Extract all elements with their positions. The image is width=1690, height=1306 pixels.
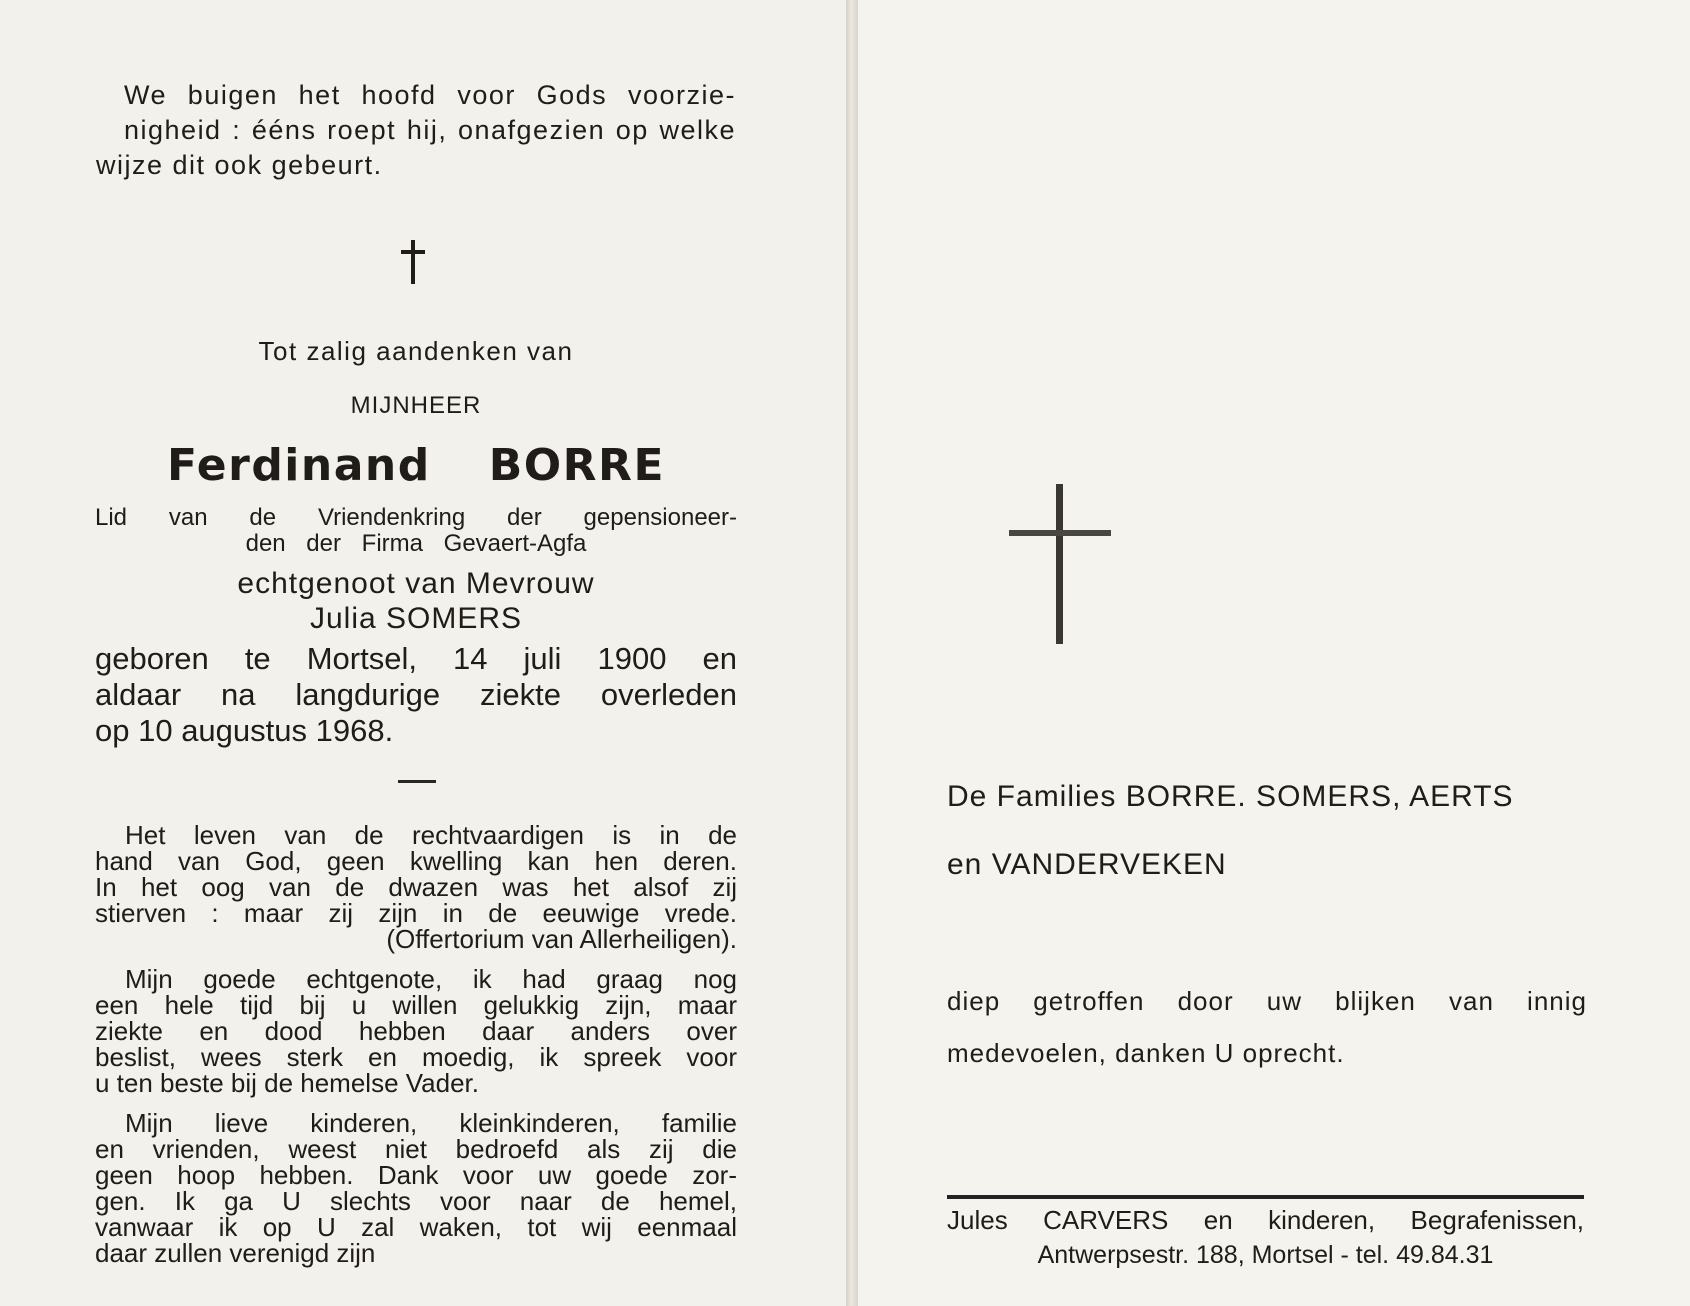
cross-icon [1009, 484, 1111, 644]
separator-dash [398, 780, 436, 783]
text-line: Mijn goede echtgenote, ik had graag nog [125, 964, 737, 994]
families-line: en VANDERVEKEN [947, 848, 1227, 881]
right-page [856, 0, 1690, 1306]
life-line: geboren te Mortsel, 14 juli 1900 en [95, 641, 737, 676]
intro-line: We buigen het hoofd voor Gods voorzie- [124, 80, 736, 110]
life-line: aldaar na langdurige ziekte overleden [95, 677, 737, 712]
families-line: De Families BORRE. SOMERS, AERTS [947, 780, 1514, 813]
text-line: geen hoop hebben. Dank voor uw goede zor- [95, 1160, 737, 1190]
text-line: ziekte en dood hebben daar anders over [95, 1016, 737, 1046]
page-fold [846, 0, 858, 1306]
life-line: op 10 augustus 1968. [95, 713, 394, 748]
cross-icon [398, 240, 428, 284]
text-line: stierven : maar zij zijn in de eeuwige vrede. [95, 898, 737, 928]
text-line: hand van God, geen kwelling kan hen deren. [95, 846, 737, 876]
first-name: Ferdinand [167, 440, 431, 491]
thanks-line: diep getroffen door uw blijken van innig [947, 986, 1587, 1016]
text-line: daar zullen verenigd zijn [95, 1238, 376, 1268]
text-line: In het oog van de dwazen was het alsof zij [95, 872, 737, 902]
text-line: beslist, wees sterk en moedig, ik spreek voor [95, 1042, 737, 1072]
footer-rule [947, 1195, 1584, 1199]
surname: BORRE [488, 440, 665, 491]
deceased-details [95, 330, 737, 750]
text-line: Het leven van de rechtvaardigen is in de [125, 820, 737, 850]
spouse-line: echtgenoot van Mevrouw [237, 567, 595, 600]
intro-verse [96, 80, 736, 200]
family-thanks [947, 770, 1587, 1070]
undertaker-line: Jules CARVERS en kinderen, Begrafenissen, [947, 1205, 1584, 1235]
thanks-line: medevoelen, danken U oprecht. [947, 1038, 1345, 1068]
citation: (Offertorium van Allerheiligen). [386, 924, 737, 954]
text-line: een hele tijd bij u willen gelukkig zijn, maar [95, 990, 737, 1020]
text-line: en vrienden, weest niet bedroefd als zij die [95, 1134, 737, 1164]
honorific: MIJNHEER [350, 392, 482, 419]
deceased-name [95, 440, 737, 491]
undertaker-line: Antwerpsestr. 188, Mortsel - tel. 49.84.31 [1037, 1241, 1494, 1269]
intro-line: wijze dit ook gebeurt. [96, 150, 383, 180]
text-line: gen. Ik ga U slechts voor naar de hemel, [95, 1186, 737, 1216]
intro-line: nigheid : ééns roept hij, onafgezien op welke [124, 115, 736, 145]
member-line: den der Firma Gevaert-Agfa [245, 530, 587, 557]
text-line: Mijn lieve kinderen, kleinkinderen, familie [125, 1108, 737, 1138]
remembrance-line: Tot zalig aandenken van [258, 336, 574, 366]
member-line: Lid van de Vriendenkring der gepensioneer- [95, 504, 737, 531]
text-line: u ten beste bij de hemelse Vader. [95, 1068, 479, 1098]
spouse-line: Julia SOMERS [309, 602, 523, 635]
memorial-text [95, 820, 737, 1270]
undertaker-footer [947, 1205, 1584, 1285]
text-line: vanwaar ik op U zal waken, tot wij eenmaal [95, 1212, 737, 1242]
